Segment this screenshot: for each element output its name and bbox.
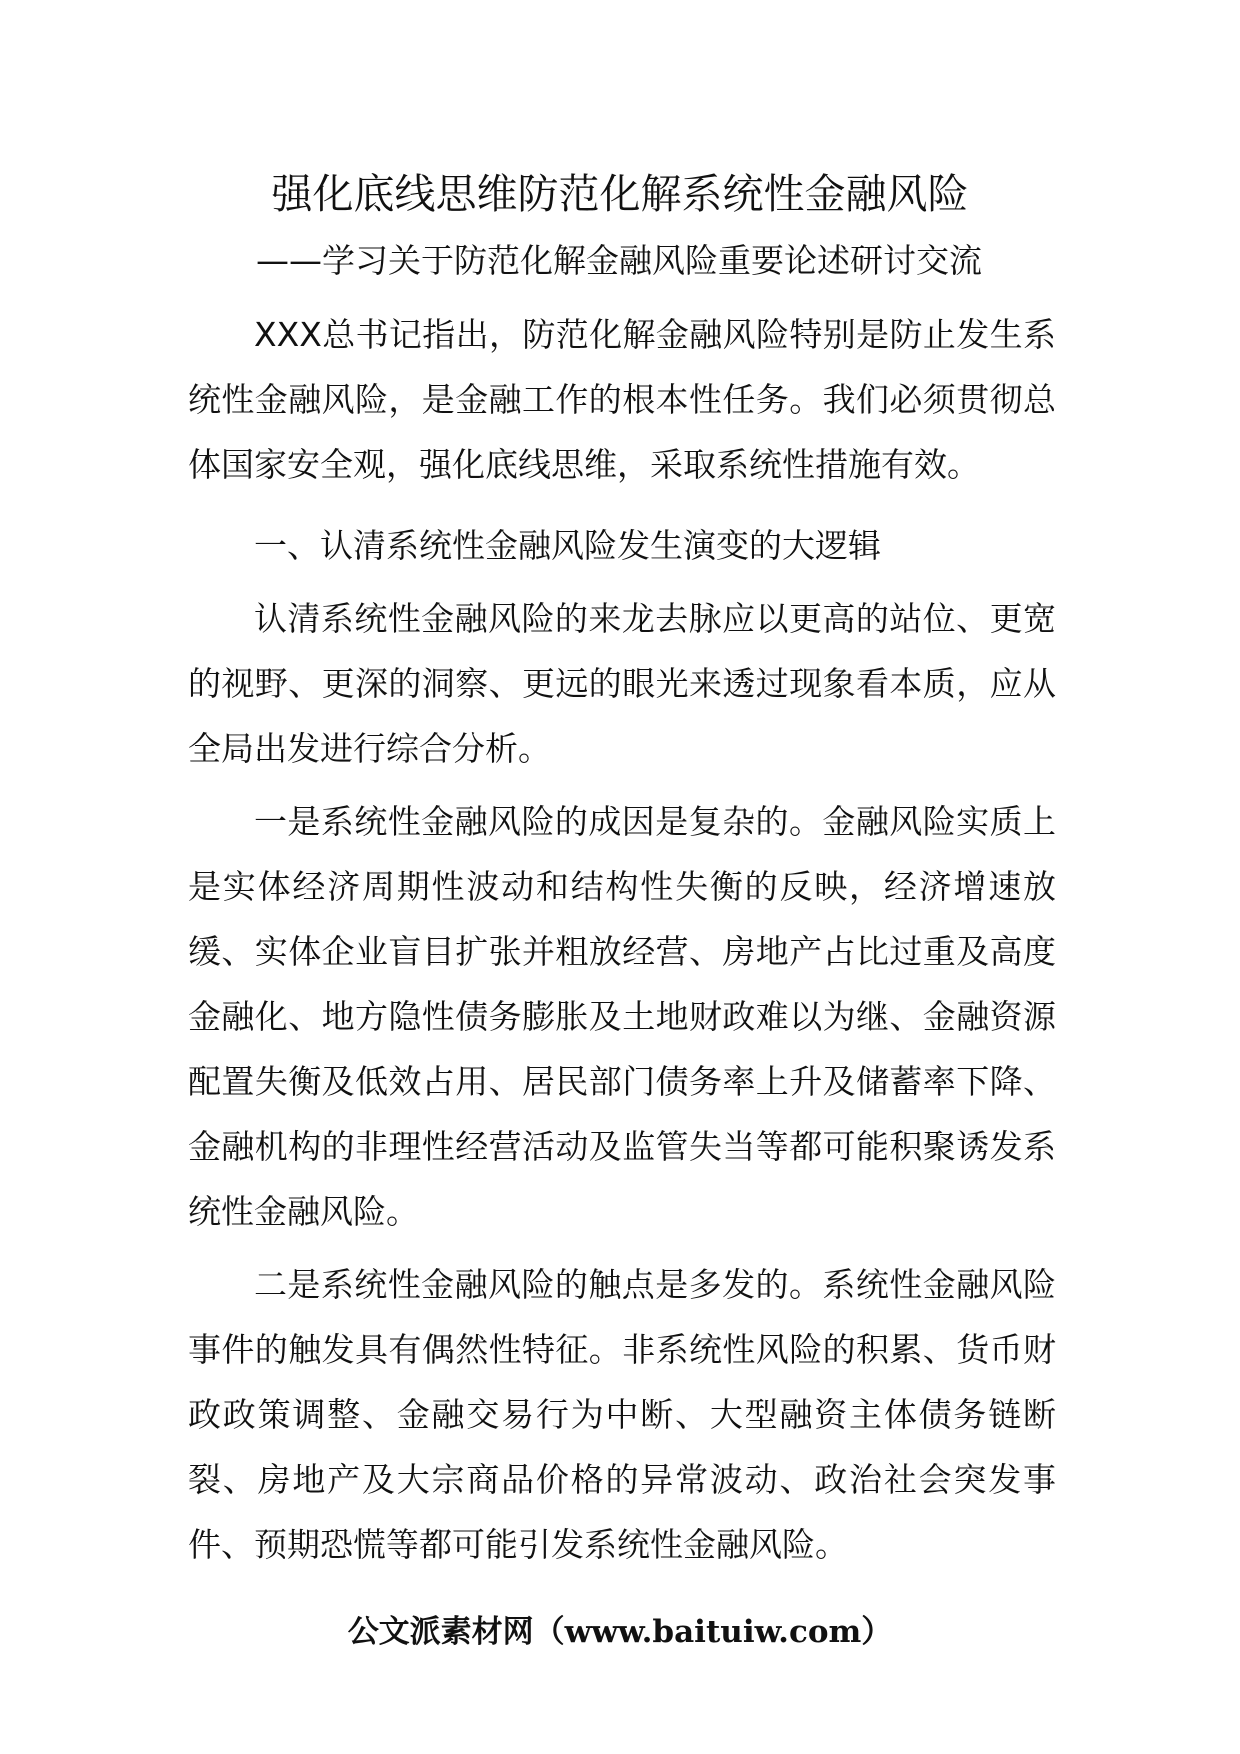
document-body bbox=[188, 302, 1056, 1577]
document-subtitle: ——学习关于防范化解金融风险重要论述研讨交流 bbox=[256, 241, 982, 280]
footer-source: 公文派素材网（www.baituiw.com） bbox=[347, 1614, 893, 1650]
section-heading-1: 一、认清系统性金融风险发生演变的大逻辑 bbox=[254, 526, 881, 565]
spacer bbox=[188, 1244, 1056, 1252]
paragraph-intro: XXX总书记指出，防范化解金融风险特别是防止发生系统性金融风险，是金融工作的根本性任务。我们必须贯彻总体国家安全观，强化底线思维，采取系统性措施有效。 bbox=[188, 315, 1056, 484]
document-title: 强化底线思维防范化解系统性金融风险 bbox=[271, 170, 969, 218]
spacer bbox=[188, 781, 1056, 789]
paragraph-point-2: 二是系统性金融风险的触点是多发的。系统性金融风险事件的触发具有偶然性特征。非系统性风险的积累、货币财政政策调整、金融交易行为中断、大型融资主体债务链断裂、房地产及大宗商品价格的异常波动、政治社会突发事件、预期恐慌等都可能引发系统性金融风险。 bbox=[188, 1265, 1056, 1564]
paragraph-point-1: 一是系统性金融风险的成因是复杂的。金融风险实质上是实体经济周期性波动和结构性失衡的反映，经济增速放缓、实体企业盲目扩张并粗放经营、房地产占比过重及高度金融化、地方隐性债务膨胀及土地财政难以为继、金融资源配置失衡及低效占用、居民部门债务率上升及储蓄率下降、金融机构的非理性经营活动及监管失当等都可能积聚诱发系统性金融风险。 bbox=[188, 802, 1056, 1231]
paragraph-section1-intro: 认清系统性金融风险的来龙去脉应以更高的站位、更宽的视野、更深的洞察、更远的眼光来透过现象看本质，应从全局出发进行综合分析。 bbox=[188, 599, 1056, 768]
spacer bbox=[188, 497, 1056, 505]
